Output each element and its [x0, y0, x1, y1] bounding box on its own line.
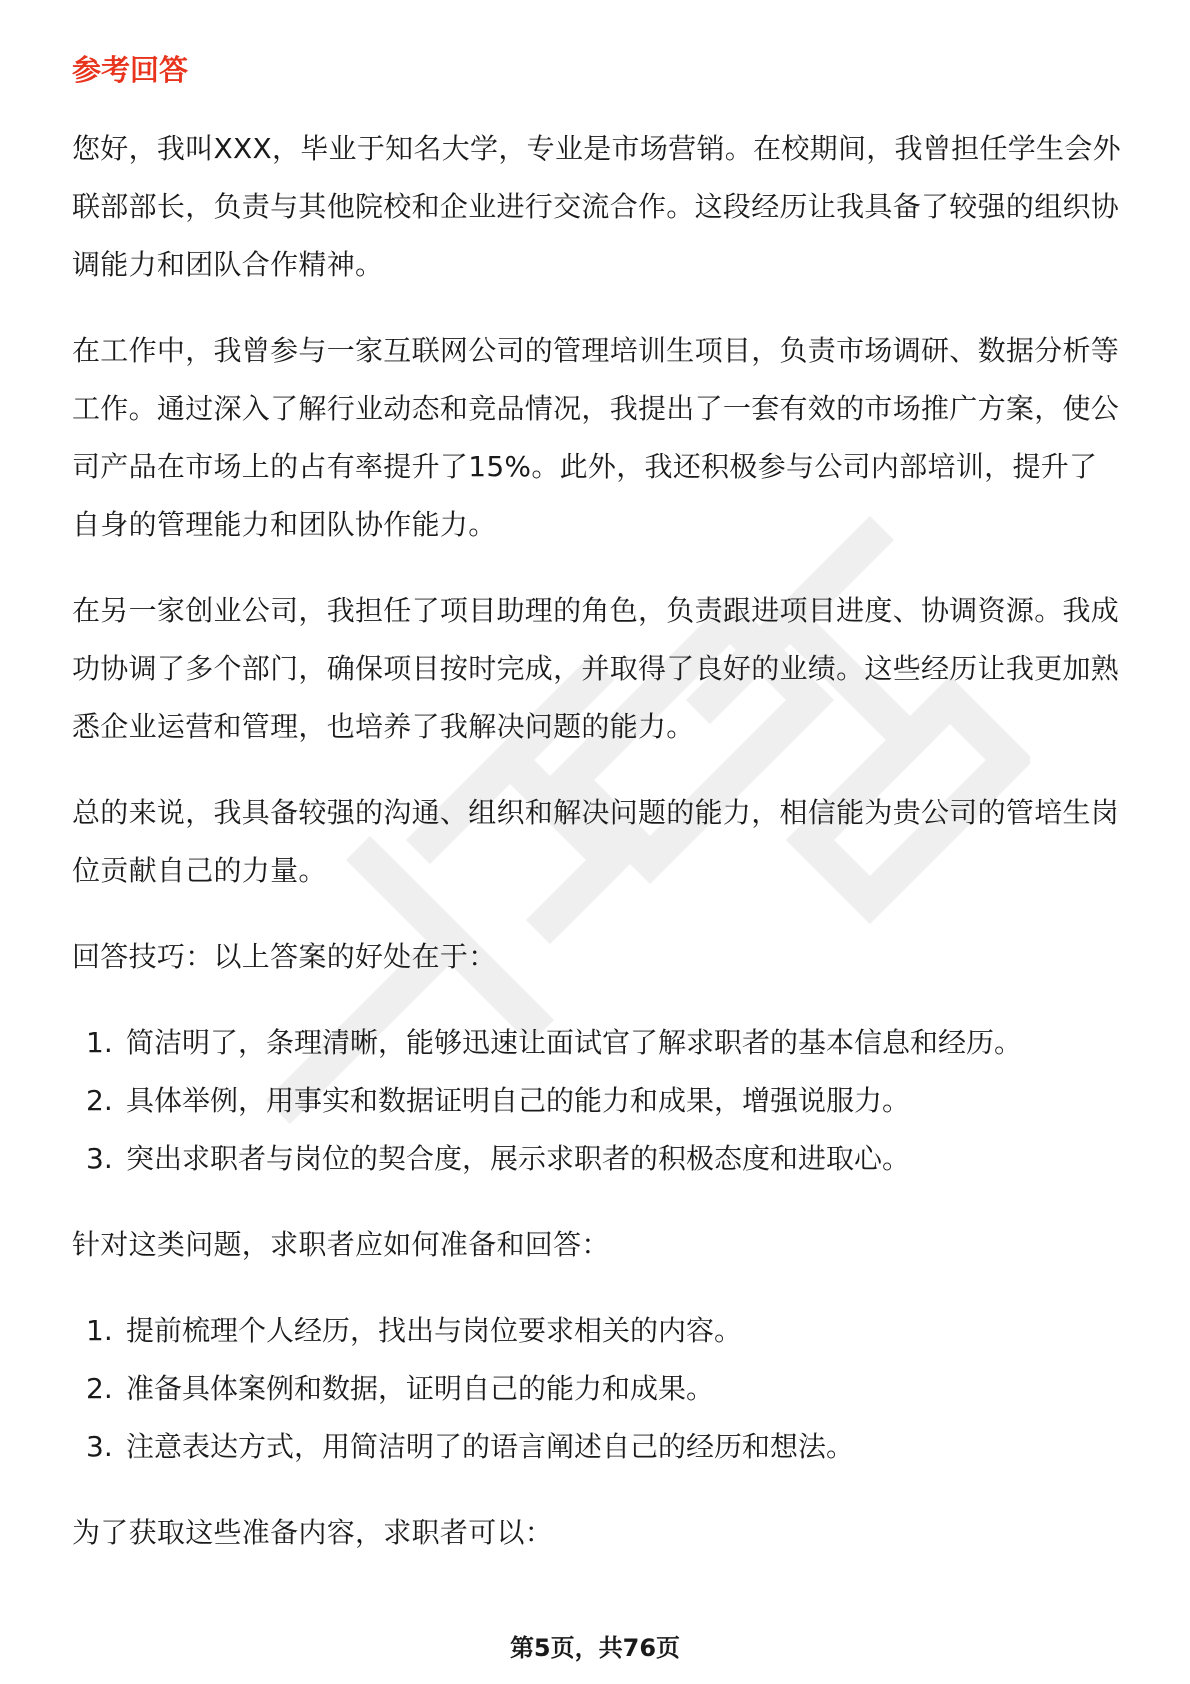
list-item: [72, 1072, 1122, 1130]
acquisition-intro: 为了获取这些准备内容，求职者可以：: [72, 1516, 554, 1549]
document-body: [72, 48, 1122, 1590]
list-number: 2.: [86, 1372, 113, 1405]
list-item: [72, 1014, 1122, 1072]
list-text: 突出求职者与岗位的契合度，展示求职者的积极态度和进取心。: [126, 1142, 911, 1175]
tips-intro: 回答技巧：以上答案的好处在于：: [72, 940, 497, 973]
list-number: 3.: [86, 1430, 113, 1463]
page-number: 第5页，共76页: [509, 1634, 681, 1662]
list-item: [72, 1360, 1122, 1418]
list-item: [72, 1302, 1122, 1360]
answer-paragraph-3: 在另一家创业公司，我担任了项目助理的角色，负责跟进项目进度、协调资源。我成功协调了多个部门，确保项目按时完成，并取得了良好的业绩。这些经历让我更加熟悉企业运营和管理，也培养了我解决问题的能力。: [72, 594, 1120, 743]
tips-list: [72, 1014, 1122, 1188]
list-text: 准备具体案例和数据，证明自己的能力和成果。: [126, 1372, 715, 1405]
list-text: 简洁明了，条理清晰，能够迅速让面试官了解求职者的基本信息和经历。: [126, 1026, 1023, 1059]
preparation-intro: 针对这类问题，求职者应如何准备和回答：: [72, 1228, 610, 1261]
list-number: 1.: [86, 1026, 113, 1059]
answer-paragraph-2: 在工作中，我曾参与一家互联网公司的管理培训生项目，负责市场调研、数据分析等工作。通过深入了解行业动态和竞品情况，我提出了一套有效的市场推广方案，使公司产品在市场上的占有率提升了15%。此外，我还积极参与公司内部培训，提升了自身的管理能力和团队协作能力。: [72, 334, 1120, 541]
list-text: 具体举例，用事实和数据证明自己的能力和成果，增强说服力。: [126, 1084, 911, 1117]
list-text: 提前梳理个人经历，找出与岗位要求相关的内容。: [126, 1314, 743, 1347]
list-item: [72, 1130, 1122, 1188]
list-number: 3.: [86, 1142, 113, 1175]
list-text: 注意表达方式，用简洁明了的语言阐述自己的经历和想法。: [126, 1430, 855, 1463]
list-number: 2.: [86, 1084, 113, 1117]
answer-paragraph-4: 总的来说，我具备较强的沟通、组织和解决问题的能力，相信能为贵公司的管培生岗位贡献自己的力量。: [72, 796, 1120, 887]
preparation-list: [72, 1302, 1122, 1476]
section-heading: 参考回答: [72, 53, 189, 87]
answer-paragraph-1: 您好，我叫XXX，毕业于知名大学，专业是市场营销。在校期间，我曾担任学生会外联部部长，负责与其他院校和企业进行交流合作。这段经历让我具备了较强的组织协调能力和团队合作精神。: [72, 132, 1121, 281]
list-number: 1.: [86, 1314, 113, 1347]
list-item: [72, 1418, 1122, 1476]
